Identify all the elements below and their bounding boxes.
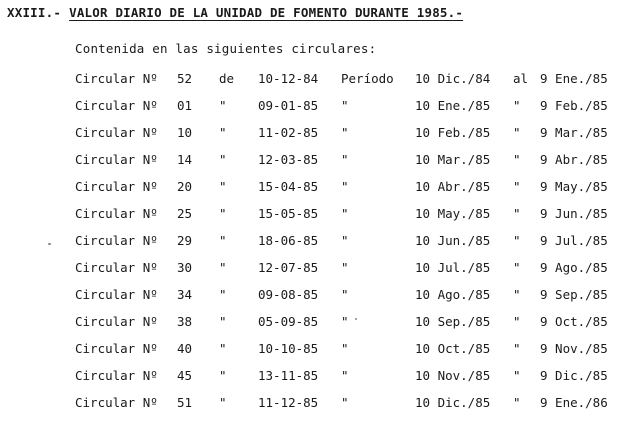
list-item <box>0 152 630 179</box>
periodo-label: " <box>341 395 349 410</box>
list-item <box>0 368 630 395</box>
list-item <box>0 179 630 206</box>
al-label: " <box>513 287 521 302</box>
al-label: " <box>513 341 521 356</box>
circular-number: 51 <box>177 395 193 410</box>
periodo-label: Período <box>341 71 394 86</box>
period-start: 10 Abr./85 <box>415 179 491 194</box>
periodo-label: " <box>341 287 349 302</box>
de-label: " <box>219 125 227 140</box>
circular-label: Circular Nº <box>75 206 158 221</box>
de-label: " <box>219 341 227 356</box>
circular-label: Circular Nº <box>75 395 158 410</box>
periodo-label: " <box>341 206 349 221</box>
circular-label: Circular Nº <box>75 287 158 302</box>
circular-number: 25 <box>177 206 193 221</box>
circular-number: 20 <box>177 179 193 194</box>
period-start: 10 Ene./85 <box>415 98 491 113</box>
circular-date: 10-12-84 <box>258 71 319 86</box>
period-start: 10 Feb./85 <box>415 125 491 140</box>
period-start: 10 May./85 <box>415 206 491 221</box>
circular-label: Circular Nº <box>75 98 158 113</box>
section-heading <box>7 5 463 20</box>
circular-date: 18-06-85 <box>258 233 319 248</box>
subheading: Contenida en las siguientes circulares: <box>75 41 377 56</box>
periodo-label: " <box>341 233 349 248</box>
list-item <box>0 287 630 314</box>
list-item <box>0 206 630 233</box>
de-label: de <box>219 71 235 86</box>
circular-number: 52 <box>177 71 193 86</box>
circular-label: Circular Nº <box>75 125 158 140</box>
period-end: 9 Jul./85 <box>540 233 608 248</box>
period-start: 10 Dic./85 <box>415 395 491 410</box>
period-end: 9 Nov./85 <box>540 341 608 356</box>
al-label: " <box>513 368 521 383</box>
section-title: VALOR DIARIO DE LA UNIDAD DE FOMENTO DURANTE 1985.- <box>69 5 464 20</box>
circular-number: 29 <box>177 233 193 248</box>
circular-label: Circular Nº <box>75 368 158 383</box>
periodo-label: " <box>341 368 349 383</box>
circular-date: 11-12-85 <box>258 395 319 410</box>
al-label: " <box>513 206 521 221</box>
circular-date: 05-09-85 <box>258 314 319 329</box>
circular-date: 15-04-85 <box>258 179 319 194</box>
al-label: " <box>513 314 521 329</box>
period-end: 9 Ene./85 <box>540 71 608 86</box>
de-label: " <box>219 260 227 275</box>
period-start: 10 Jul./85 <box>415 260 491 275</box>
period-start: 10 Oct./85 <box>415 341 491 356</box>
circular-label: Circular Nº <box>75 260 158 275</box>
de-label: " <box>219 395 227 410</box>
list-item <box>0 395 630 422</box>
circular-date: 09-08-85 <box>258 287 319 302</box>
circulars-list <box>0 71 630 422</box>
al-label: al <box>513 71 529 86</box>
circular-number: 14 <box>177 152 193 167</box>
period-end: 9 May./85 <box>540 179 608 194</box>
circular-label: Circular Nº <box>75 233 158 248</box>
al-label: " <box>513 395 521 410</box>
de-label: " <box>219 368 227 383</box>
circular-number: 34 <box>177 287 193 302</box>
de-label: " <box>219 206 227 221</box>
list-item <box>0 260 630 287</box>
list-item <box>0 314 630 341</box>
al-label: " <box>513 98 521 113</box>
de-label: " <box>219 152 227 167</box>
circular-number: 45 <box>177 368 193 383</box>
period-end: 9 Feb./85 <box>540 98 608 113</box>
period-end: 9 Dic./85 <box>540 368 608 383</box>
period-start: 10 Dic./84 <box>415 71 491 86</box>
periodo-label: " <box>341 98 349 113</box>
circular-date: 12-07-85 <box>258 260 319 275</box>
circular-label: Circular Nº <box>75 314 158 329</box>
circular-label: Circular Nº <box>75 179 158 194</box>
al-label: " <box>513 233 521 248</box>
de-label: " <box>219 287 227 302</box>
al-label: " <box>513 179 521 194</box>
periodo-label: " <box>341 152 349 167</box>
de-label: " <box>219 314 227 329</box>
list-item <box>0 233 630 260</box>
period-end: 9 Oct./85 <box>540 314 608 329</box>
periodo-label: " <box>341 179 349 194</box>
circular-date: 11-02-85 <box>258 125 319 140</box>
list-item <box>0 98 630 125</box>
period-end: 9 Jun./85 <box>540 206 608 221</box>
periodo-label: " <box>341 341 349 356</box>
circular-date: 15-05-85 <box>258 206 319 221</box>
circular-label: Circular Nº <box>75 71 158 86</box>
al-label: " <box>513 260 521 275</box>
circular-number: 40 <box>177 341 193 356</box>
period-start: 10 Sep./85 <box>415 314 491 329</box>
list-item <box>0 125 630 152</box>
period-start: 10 Nov./85 <box>415 368 491 383</box>
circular-date: 12-03-85 <box>258 152 319 167</box>
period-start: 10 Jun./85 <box>415 233 491 248</box>
period-end: 9 Ago./85 <box>540 260 608 275</box>
period-end: 9 Sep./85 <box>540 287 608 302</box>
de-label: " <box>219 98 227 113</box>
circular-date: 09-01-85 <box>258 98 319 113</box>
circular-number: 10 <box>177 125 193 140</box>
circular-date: 13-11-85 <box>258 368 319 383</box>
de-label: " <box>219 179 227 194</box>
circular-number: 38 <box>177 314 193 329</box>
periodo-label: " <box>341 125 349 140</box>
period-end: 9 Mar./85 <box>540 125 608 140</box>
period-end: 9 Ene./86 <box>540 395 608 410</box>
de-label: " <box>219 233 227 248</box>
circular-date: 10-10-85 <box>258 341 319 356</box>
periodo-label: " <box>341 314 349 329</box>
circular-label: Circular Nº <box>75 152 158 167</box>
period-start: 10 Ago./85 <box>415 287 491 302</box>
circular-number: 01 <box>177 98 193 113</box>
circular-number: 30 <box>177 260 193 275</box>
circular-label: Circular Nº <box>75 341 158 356</box>
period-end: 9 Abr./85 <box>540 152 608 167</box>
scan-speck <box>355 318 357 320</box>
section-number: XXIII.- <box>7 5 62 20</box>
list-item <box>0 341 630 368</box>
scan-speck <box>48 243 51 245</box>
period-start: 10 Mar./85 <box>415 152 491 167</box>
al-label: " <box>513 125 521 140</box>
al-label: " <box>513 152 521 167</box>
list-item <box>0 71 630 98</box>
periodo-label: " <box>341 260 349 275</box>
